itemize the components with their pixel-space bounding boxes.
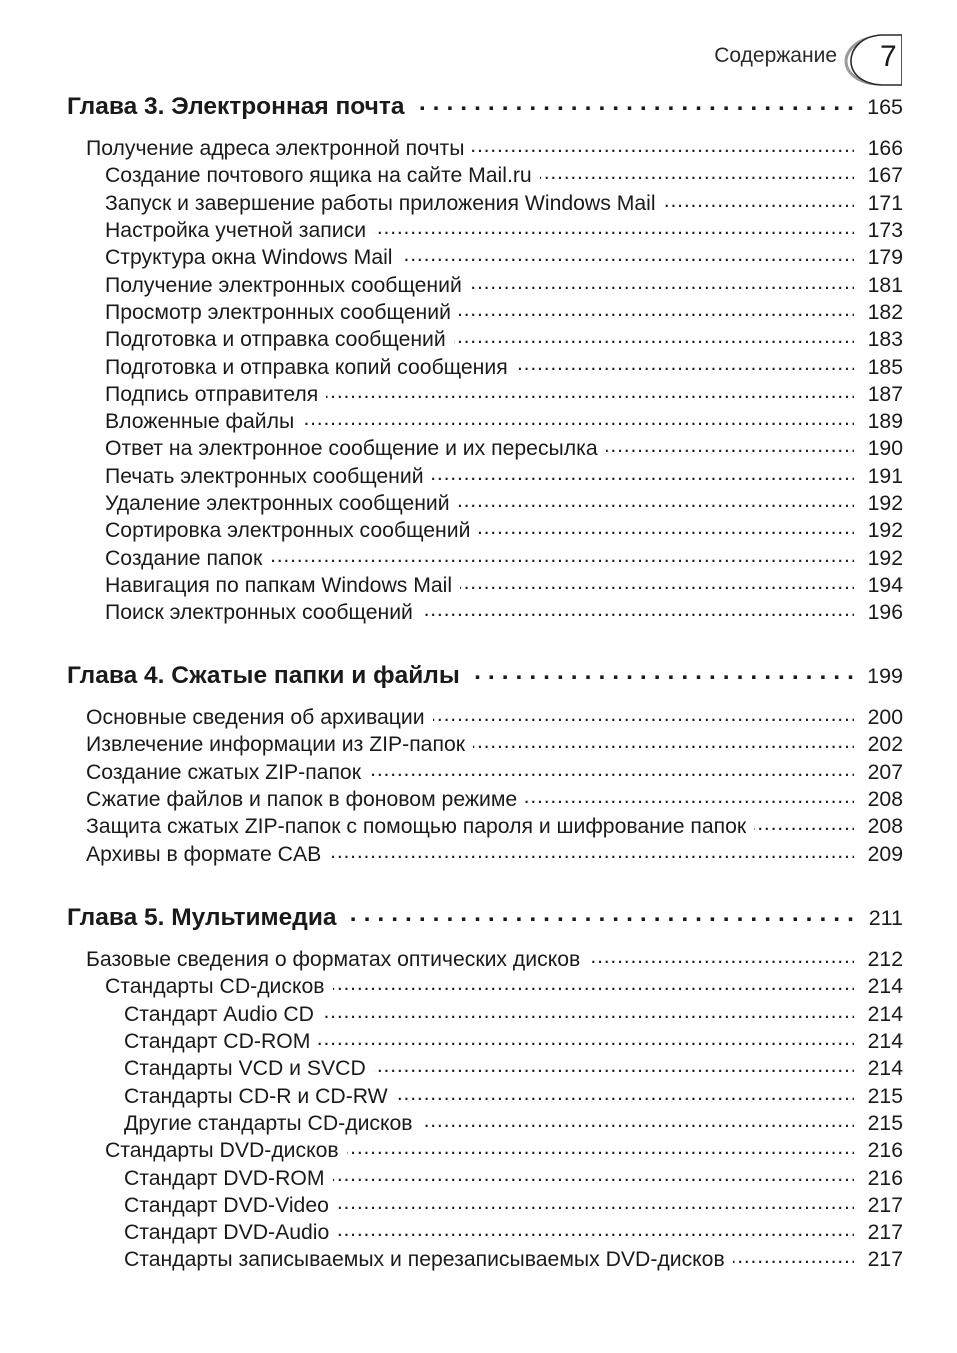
dot-leader xyxy=(664,189,854,210)
toc-entry-page: 202 xyxy=(867,733,903,757)
dot-leader xyxy=(374,216,854,237)
toc-entry-page: 212 xyxy=(867,948,903,972)
toc-entry[interactable] xyxy=(105,243,903,270)
toc-entry-page: 192 xyxy=(867,546,903,570)
toc-entry-page: 217 xyxy=(867,1193,903,1217)
dot-leader xyxy=(525,785,854,806)
toc-entry-title: Структура окна Windows Mail xyxy=(105,246,393,270)
toc-entry[interactable] xyxy=(105,571,903,598)
toc-entry[interactable] xyxy=(86,840,903,867)
toc-entry-title: Стандарт DVD-Audio xyxy=(124,1221,330,1245)
toc-entry[interactable] xyxy=(86,785,903,812)
dot-leader xyxy=(337,1218,854,1239)
dot-leader xyxy=(606,434,854,455)
dot-leader xyxy=(347,1136,854,1157)
toc-entry-title: Запуск и завершение работы приложения Windows Mail xyxy=(105,191,656,215)
toc-entry-title: Стандарт CD-ROM xyxy=(124,1030,311,1054)
toc-entry-page: 214 xyxy=(867,1002,903,1026)
toc-entry-title: Защита сжатых ZIP-папок с помощью пароля и шифрование папок xyxy=(86,815,747,839)
toc-entry-page: 192 xyxy=(867,492,903,516)
toc-entry-page: 215 xyxy=(867,1084,903,1108)
toc-entry-page: 183 xyxy=(867,328,903,352)
dot-leader xyxy=(478,516,854,537)
toc-entry-page: 215 xyxy=(867,1111,903,1135)
toc-entry[interactable] xyxy=(105,489,903,516)
toc-entry[interactable] xyxy=(105,544,903,571)
toc-entry-page: 179 xyxy=(867,246,903,270)
dot-leader xyxy=(432,462,854,483)
dot-leader xyxy=(401,243,854,264)
toc-entry-title: Создание почтового ящика на сайте Mail.ru xyxy=(105,164,532,188)
toc-entry-title: Стандарт Audio CD xyxy=(124,1002,314,1026)
toc-entry[interactable] xyxy=(86,134,903,161)
dot-leader xyxy=(326,380,854,401)
chapter-heading-title: Глава 4. Сжатые папки и файлы xyxy=(67,661,460,689)
toc-entry-title: Извлечение информации из ZIP-папок xyxy=(86,733,465,757)
toc-entry-page: 209 xyxy=(867,842,903,866)
chapter-heading-title: Глава 5. Мультимедиа xyxy=(67,903,337,931)
dot-leader xyxy=(374,1054,854,1075)
toc-entry-page: 208 xyxy=(867,788,903,812)
toc-entry-title: Архивы в формате CAB xyxy=(86,842,322,866)
toc-entry[interactable] xyxy=(105,1136,903,1163)
toc-entry[interactable] xyxy=(105,189,903,216)
toc-entry-page: 191 xyxy=(867,464,903,488)
dot-leader xyxy=(454,325,854,346)
dot-leader xyxy=(754,812,854,833)
toc-entry-page: 216 xyxy=(867,1166,903,1190)
toc-entry[interactable] xyxy=(105,516,903,543)
toc-entry[interactable] xyxy=(124,1000,903,1027)
dot-leader xyxy=(473,730,854,751)
toc-entry-title: Подпись отправителя xyxy=(105,382,319,406)
toc-entry-page: 196 xyxy=(867,601,903,625)
toc-entry[interactable] xyxy=(105,380,903,407)
chapter-heading-page: 211 xyxy=(868,905,903,930)
dot-leader xyxy=(412,89,854,114)
running-head-title: Содержание xyxy=(714,44,837,67)
toc-entry-page: 217 xyxy=(867,1221,903,1245)
toc-entry-page: 182 xyxy=(867,300,903,324)
toc-entry-title: Вложенные файлы xyxy=(105,410,295,434)
toc-entry-title: Другие стандарты CD-дисков xyxy=(124,1111,413,1135)
dot-leader xyxy=(733,1245,854,1266)
toc-entry-page: 214 xyxy=(867,1030,903,1054)
toc-entry[interactable] xyxy=(86,812,903,839)
page-number: 7 xyxy=(880,40,897,73)
dot-leader xyxy=(588,945,854,966)
dot-leader xyxy=(318,1027,854,1048)
toc-entry[interactable] xyxy=(105,325,903,352)
toc-entry-page: 187 xyxy=(867,382,903,406)
toc-entry-title: Создание сжатых ZIP-папок xyxy=(86,760,361,784)
toc-entry[interactable] xyxy=(105,352,903,379)
chapter-heading-page: 199 xyxy=(867,663,903,688)
dot-leader xyxy=(421,1109,854,1130)
dot-leader xyxy=(329,840,854,861)
chapter-heading[interactable] xyxy=(67,658,903,690)
toc-entry[interactable] xyxy=(124,1082,903,1109)
dot-leader xyxy=(516,352,854,373)
dot-leader xyxy=(470,271,854,292)
toc-entry[interactable] xyxy=(105,298,903,325)
toc-entry-page: 214 xyxy=(867,1057,903,1081)
dot-leader xyxy=(458,489,854,510)
toc-entry-title: Создание папок xyxy=(105,546,263,570)
dot-leader xyxy=(270,544,854,565)
toc-entry-title: Ответ на электронное сообщение и их пересылка xyxy=(105,437,598,461)
dot-leader xyxy=(333,972,854,993)
dot-leader xyxy=(396,1082,854,1103)
toc-entry[interactable] xyxy=(105,271,903,298)
toc-entry[interactable] xyxy=(124,1054,903,1081)
toc-entry-page: 216 xyxy=(867,1139,903,1163)
toc-entry-page: 167 xyxy=(867,164,903,188)
toc-entry-page: 217 xyxy=(867,1248,903,1272)
toc-entry[interactable] xyxy=(124,1218,903,1245)
page-header xyxy=(0,34,957,86)
toc-entry-title: Сортировка электронных сообщений xyxy=(105,519,471,543)
toc-entry-title: Подготовка и отправка сообщений xyxy=(105,328,446,352)
toc-entry-title: Стандарты CD-дисков xyxy=(105,975,325,999)
toc-entry-title: Подготовка и отправка копий сообщения xyxy=(105,355,508,379)
toc-entry-title: Стандарты записываемых и перезаписываемых DVD-дисков xyxy=(124,1248,725,1272)
toc-entry-page: 192 xyxy=(867,519,903,543)
toc-entry-page: 185 xyxy=(867,355,903,379)
toc-entry-page: 166 xyxy=(867,137,903,161)
toc-entry-page: 189 xyxy=(867,410,903,434)
toc-entry-page: 190 xyxy=(867,437,903,461)
toc-entry-page: 207 xyxy=(867,760,903,784)
dot-leader xyxy=(421,598,854,619)
dot-leader xyxy=(433,703,854,724)
toc-entry[interactable] xyxy=(105,216,903,243)
chapter-heading-page: 165 xyxy=(867,94,903,119)
toc-entry-title: Базовые сведения о форматах оптических дисков xyxy=(86,948,581,972)
toc-entry-title: Печать электронных сообщений xyxy=(105,464,424,488)
toc-entry-page: 200 xyxy=(867,706,903,730)
toc-entry-title: Стандарты DVD-дисков xyxy=(105,1139,339,1163)
toc-entry-title: Просмотр электронных сообщений xyxy=(105,300,451,324)
toc-entry-page: 171 xyxy=(867,191,903,215)
toc-entry[interactable] xyxy=(105,434,903,461)
toc-entry-title: Сжатие файлов и папок в фоновом режиме xyxy=(86,788,518,812)
toc-entry[interactable] xyxy=(105,972,903,999)
toc-entry[interactable] xyxy=(86,758,903,785)
toc-entry-title: Получение электронных сообщений xyxy=(105,273,462,297)
dot-leader xyxy=(333,1163,854,1184)
toc-entry-title: Стандарт DVD-ROM xyxy=(124,1166,325,1190)
dot-leader xyxy=(459,298,854,319)
toc-entry[interactable] xyxy=(124,1163,903,1190)
toc-entry[interactable] xyxy=(86,703,903,730)
toc-entry-title: Поиск электронных сообщений xyxy=(105,601,413,625)
toc-entry-title: Стандарты CD-R и CD-RW xyxy=(124,1084,388,1108)
dot-leader xyxy=(302,407,854,428)
toc-entry[interactable] xyxy=(86,945,903,972)
chapter-heading[interactable] xyxy=(67,900,903,932)
toc-entry-title: Основные сведения об архивации xyxy=(86,706,425,730)
toc-entry-page: 194 xyxy=(867,573,903,597)
dot-leader xyxy=(460,571,854,592)
dot-leader xyxy=(472,134,854,155)
toc-entry-title: Удаление электронных сообщений xyxy=(105,492,450,516)
toc-entry-title: Настройка учетной записи xyxy=(105,219,367,243)
toc-entry-page: 208 xyxy=(867,815,903,839)
toc-entry[interactable] xyxy=(86,730,903,757)
dot-leader xyxy=(540,161,854,182)
toc-entry-page: 214 xyxy=(867,975,903,999)
toc-entry[interactable] xyxy=(105,407,903,434)
dot-leader xyxy=(337,1191,854,1212)
toc-entry-page: 181 xyxy=(867,273,903,297)
chapter-heading[interactable] xyxy=(67,89,903,121)
dot-leader xyxy=(468,658,854,683)
toc-entry[interactable] xyxy=(124,1027,903,1054)
dot-leader xyxy=(322,1000,854,1021)
toc-entry-page: 173 xyxy=(867,219,903,243)
dot-leader xyxy=(345,900,855,925)
toc-entry[interactable] xyxy=(124,1245,903,1272)
toc-entry[interactable] xyxy=(124,1191,903,1218)
toc-entry-title: Стандарты VCD и SVCD xyxy=(124,1057,366,1081)
toc-entry-title: Навигация по папкам Windows Mail xyxy=(105,573,453,597)
toc-entry-title: Получение адреса электронной почты xyxy=(86,137,465,161)
toc-entry-title: Стандарт DVD-Video xyxy=(124,1193,329,1217)
dot-leader xyxy=(369,758,854,779)
toc-entry[interactable] xyxy=(124,1109,903,1136)
chapter-heading-title: Глава 3. Электронная почта xyxy=(67,92,405,120)
toc-entry[interactable] xyxy=(105,462,903,489)
toc-entry[interactable] xyxy=(105,161,903,188)
toc-entry[interactable] xyxy=(105,598,903,625)
